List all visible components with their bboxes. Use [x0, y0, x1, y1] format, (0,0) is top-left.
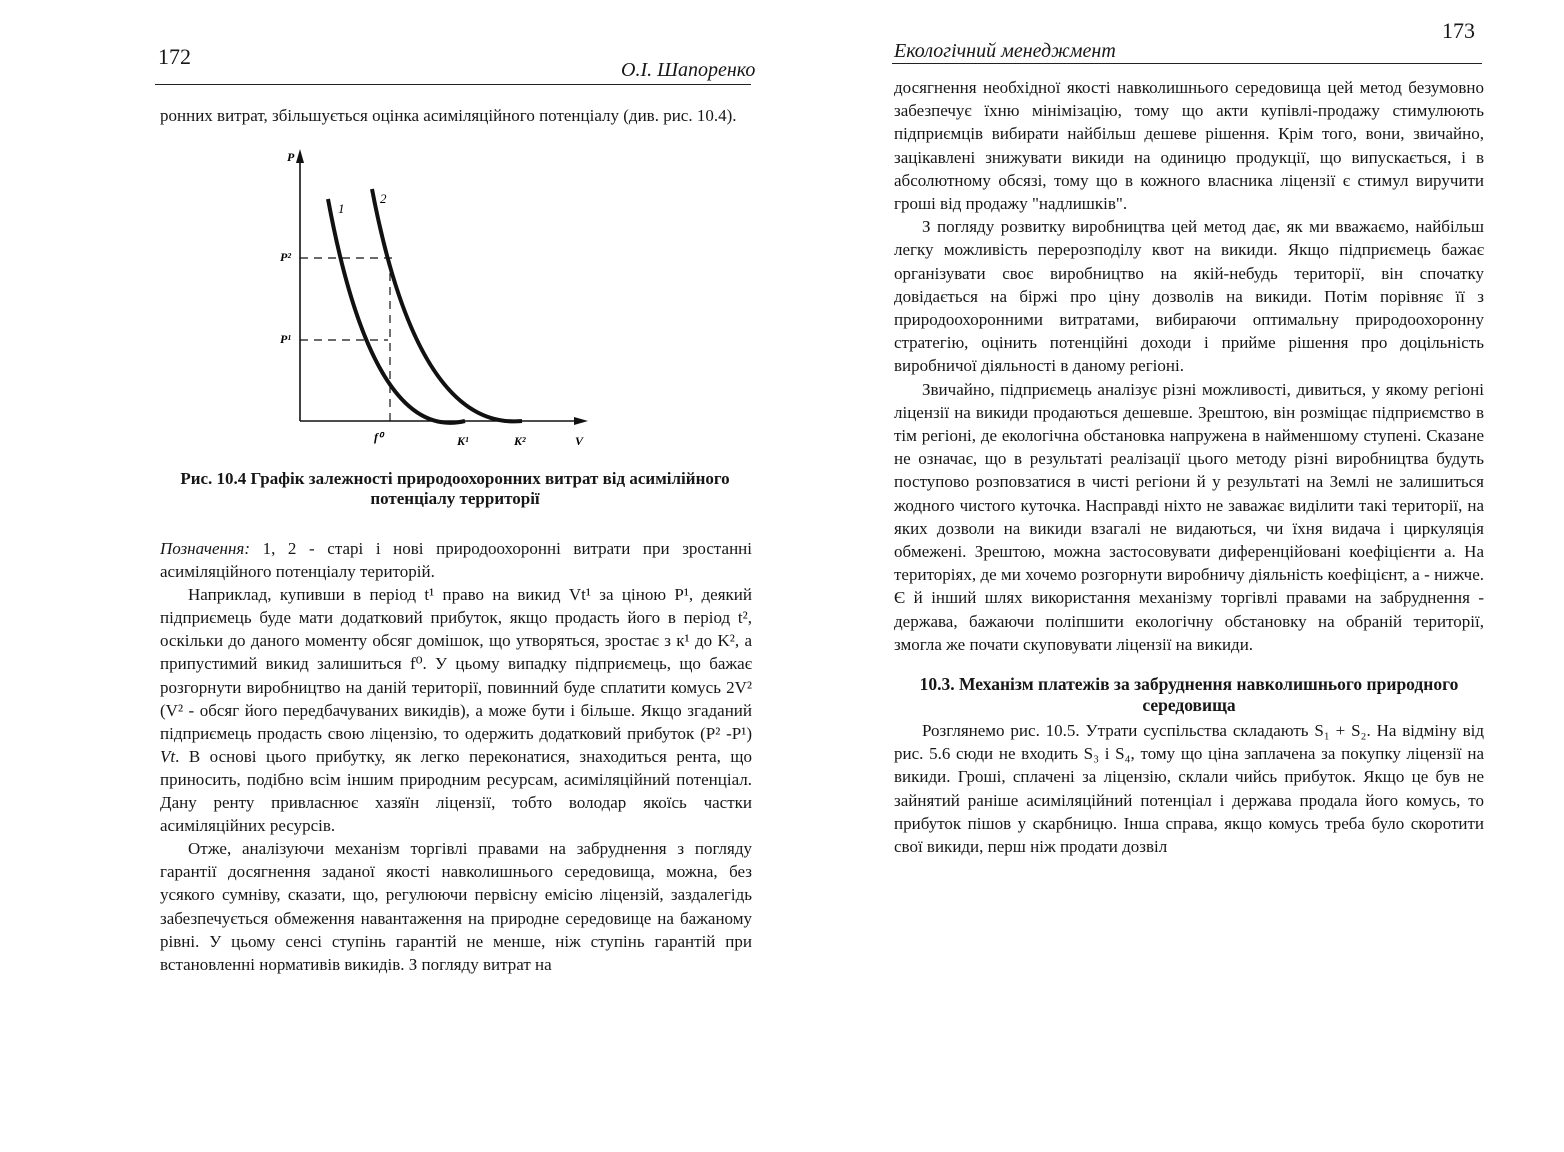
paragraph-text: Наприклад, купивши в період t¹ право на викид Vt¹ за ціною P¹, деякий підприємець буде мати додатковий прибуток, якщо продасть його в період t², оскільки до даного моменту обсяг домішок, що утворяться, зростає з к¹ до K², а припустимий викид залишиться f⁰. У цьому випадку підприємець, що бажає розгорнути виробництво на даній території, повинний буде сплатити комусь 2V² (V² - обсяг його передбачуваних викидів), а може бути і більше. Якщо згаданий підприємець продасть свою ліцензію, то одержить додатковий прибуток (P² -P¹)	[160, 585, 752, 743]
paragraph: Отже, аналізуючи механізм торгівлі правами на забруднення з погляду гарантії досягнення заданої якості навколишнього середовища, можна, без усякого сумніву, сказати, що, регулюючи первісну емісію ліцензій, заздалегідь забезпечується обмеження навантаження на природне середовище на бажаному рівні. У цьому сенсі ступінь гарантій не менше, ніж ступінь гарантій при встановленні нормативів викидів. З погляду витрат на	[160, 839, 752, 974]
intro-paragraph: ронних витрат, збільшується оцінка асиміляційного потенціалу (див. рис. 10.4).	[160, 106, 737, 125]
right-page	[782, 0, 1564, 1152]
x-axis-label: V	[575, 434, 584, 448]
curve-1-label: 1	[338, 201, 345, 216]
paragraph	[160, 583, 752, 837]
curve-2-label: 2	[380, 191, 387, 206]
x-axis-arrow	[574, 417, 588, 425]
k2-label: K²	[514, 434, 526, 448]
paragraph: Розглянемо рис. 10.5. Утрати суспільства складають S₁ + S₂. На відміну від рис. 5.6 сюди не входить S₃ і S₄, тому що ціна заплачена за покупку ліцензії на викиди. Гроші, сплачені за ліцензію, склали чийсь прибуток. Якщо це був не зайнятий раніше асиміляційний потенціал і держава продала його комусь, то прибуток пішов у скарбницю. Інша справа, якщо комусь треба було скоротити свої викиди, перш ніж продати дозвіл	[894, 721, 1484, 857]
right-body-text	[894, 76, 1484, 858]
notes-label: Позначення:	[160, 539, 250, 558]
p2-label: P²	[280, 250, 291, 264]
figure-caption: Рис. 10.4 Графік залежності природоохоронних витрат від асимілійного потенціалу территорії	[180, 469, 730, 508]
figure-10-4	[270, 143, 600, 453]
figure-svg	[270, 143, 600, 453]
running-head: О.І. Шапоренко	[621, 59, 756, 81]
f0-label: f⁰	[374, 430, 383, 444]
running-head: Екологічний менеджмент	[894, 40, 1116, 62]
p1-label: P¹	[280, 332, 291, 346]
paragraph-text: . В основі цього прибутку, як легко переконатися, знаходиться рента, що приносить, подібно всім іншим природним ресурсам, асиміляційний потенціал. Дану ренту привласнює хазяїн ліцензії, тобто володар якоїсь частки асиміляційних ресурсів.	[160, 746, 752, 836]
y-axis-arrow	[296, 149, 304, 163]
y-axis-label: P	[287, 150, 295, 164]
page-number: 173	[1442, 18, 1475, 43]
paragraph: досягнення необхідної якості навколишнього середовища цей метод безумовно забезпечує їхню мінімізацію, тому що акти купівлі-продажу стимулюють підприємців вибирати найбільш дешеве рішення. Крім того, вони, звичайно, зацікавлені знижувати викиди на одиницю продукції, що випускається, і в абсолютному обсязі, тому що в кожного власника ліцензії є стимул виручити гроші від продажу "надлишків".	[894, 78, 1484, 214]
left-body-text	[160, 537, 752, 976]
notes-paragraph	[160, 537, 752, 583]
notes-text: 1, 2 - старі і нові природоохоронні витрати при зростанні асиміляційного потенціалу територій.	[160, 539, 752, 582]
curve-1	[328, 199, 465, 423]
section-title: 10.3. Механізм платежів за забруднення навколишнього природного середовища	[919, 674, 1459, 716]
k1-label: K¹	[457, 434, 469, 448]
paragraph: З погляду розвитку виробництва цей метод дає, як ми вважаємо, найбільш легку можливість перерозподілу квот на викиди. Якщо підприємець бажає організувати своє виробництво на якій-небудь території, він спочатку довідається на біржі про ціну дозволів на викиди. Потім порівняє її з природоохоронними витратами, вибираючи оптимальну природоохоронну стратегію, оцінить потенційні доходи і прийме рішення про доцільність виробничої діяльності в даному регіоні.	[894, 217, 1484, 376]
paragraph: Звичайно, підприємець аналізує різні можливості, дивиться, у якому регіоні ліцензії на викиди продаються дешевше. Зрештою, він розміщає підприємство в тім регіоні, де екологічна обстановка напружена в найменшому ступені. Сказане не означає, що в результаті реалізації цього методу різні виробництва будуть поступово розповзатися в чисті регіони й у результаті на Землі не залишиться жодного чистого куточка. Насправді ніхто не заважає виділити такі території, на яких дозволи на викиди взагалі не видаються, чи їхня видача і циркуляція обмежені. Зрештою, можна застосовувати диференційовані коефіцієнти а. На територіях, де ми хочемо розгорнути виробничу діяльність коефіцієнт, а - нижче. Є й інший шлях використання механізму торгівлі правами на забруднення - держава, бажаючи поліпшити екологічну обстановку на обраній території, змогла же почати скуповувати ліцензії на викиди.	[894, 379, 1484, 654]
page-number: 172	[158, 44, 191, 69]
header-rule	[155, 84, 751, 85]
header-rule	[892, 63, 1482, 64]
italic-term: Vt	[160, 746, 176, 766]
curve-2	[372, 189, 522, 421]
